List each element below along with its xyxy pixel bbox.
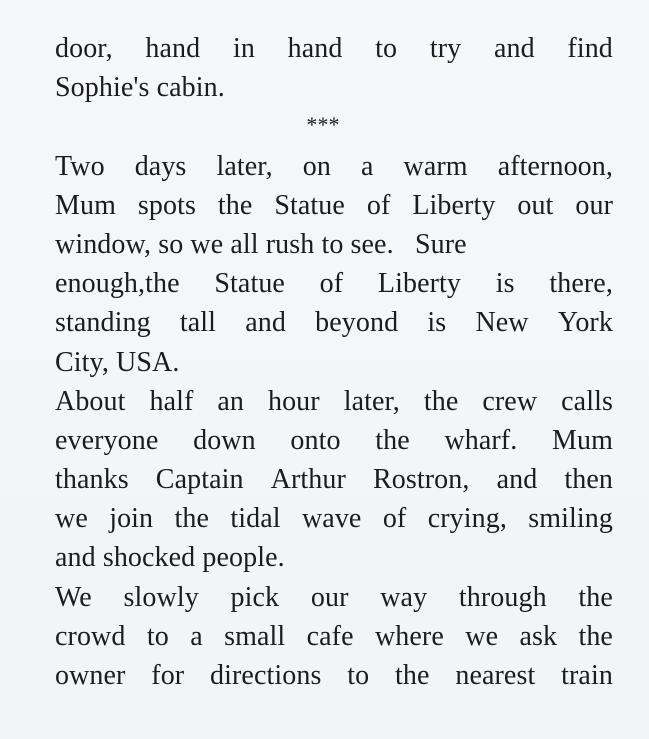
word: to	[375, 33, 398, 64]
word: the	[578, 620, 613, 652]
word: Mum	[55, 189, 116, 221]
word: Statue	[214, 268, 285, 300]
word: onto	[290, 424, 341, 456]
word: ask	[519, 620, 558, 652]
word: York	[557, 307, 613, 339]
word: wharf.	[444, 424, 518, 456]
word: owner	[55, 660, 126, 691]
word: of	[319, 268, 344, 300]
word: wave	[301, 503, 362, 535]
text-line: City, USA.	[55, 346, 180, 378]
word: the	[395, 660, 430, 691]
word: through	[458, 581, 547, 613]
word: way	[380, 581, 428, 613]
word: the	[423, 385, 459, 417]
word: and	[245, 307, 286, 339]
word: Statue	[274, 189, 345, 221]
word: a	[360, 150, 374, 182]
word: slowly	[123, 581, 199, 613]
word: is	[427, 307, 447, 339]
word: hand	[145, 33, 201, 64]
word: join	[109, 503, 154, 535]
text-line	[55, 29, 613, 68]
word: we	[465, 620, 499, 652]
word: later,	[216, 150, 273, 182]
word: everyone	[55, 424, 159, 456]
word: on	[302, 150, 331, 182]
word: directions	[210, 660, 322, 691]
word: to	[146, 620, 169, 652]
text-line: window, so we all rush to see. Sure	[55, 228, 467, 260]
word: smiling	[528, 503, 613, 535]
word: in	[232, 33, 255, 64]
word: and	[496, 464, 538, 496]
word: Liberty	[377, 268, 462, 300]
text-line	[55, 656, 613, 695]
word: try	[429, 33, 462, 64]
word: tall	[179, 307, 217, 339]
text-line	[55, 186, 613, 225]
word: of	[382, 503, 407, 535]
word: and	[493, 33, 535, 64]
word: then	[564, 464, 613, 496]
word: crew	[482, 385, 538, 417]
text-line	[55, 499, 613, 538]
text-line	[55, 147, 613, 186]
separator-text: ***	[306, 112, 340, 138]
word: of	[366, 189, 391, 221]
word: the	[174, 503, 210, 535]
word: the	[375, 424, 410, 456]
word: a	[190, 620, 203, 652]
word: pick	[230, 581, 280, 613]
word: enough,the	[55, 268, 180, 300]
word: Captain	[155, 464, 244, 496]
text-line	[55, 382, 613, 421]
word: spots	[137, 189, 196, 221]
word: for	[151, 660, 185, 691]
word: nearest	[455, 660, 536, 691]
word: hand	[287, 33, 343, 64]
word: later,	[343, 385, 400, 417]
word: days	[134, 150, 187, 182]
word: New	[475, 307, 529, 339]
word: Two	[55, 150, 105, 182]
word: tidal	[230, 503, 281, 535]
word: find	[567, 33, 613, 64]
text-line: Sophie's cabin.	[55, 72, 225, 104]
text-line	[55, 617, 613, 656]
word: cafe	[306, 620, 354, 652]
word: crying,	[427, 503, 507, 535]
word: Mum	[552, 424, 613, 456]
word: beyond	[315, 307, 399, 339]
text-line	[55, 460, 613, 499]
word: the	[217, 189, 253, 221]
word: We	[55, 581, 92, 613]
word: afternoon,	[497, 150, 613, 182]
word: door,	[55, 33, 113, 64]
word: train	[561, 660, 613, 691]
word: out	[517, 189, 554, 221]
word: our	[310, 581, 349, 613]
word: small	[224, 620, 286, 652]
word: Arthur	[270, 464, 346, 496]
word: About	[55, 385, 126, 417]
word: standing	[55, 307, 151, 339]
text-line	[55, 264, 613, 303]
word: there,	[549, 268, 613, 300]
word: we	[55, 503, 88, 535]
word: Rostron,	[373, 464, 470, 496]
text-line	[55, 303, 613, 342]
word: an	[217, 385, 245, 417]
word: our	[575, 189, 613, 221]
text-line	[55, 578, 613, 617]
word: Liberty	[412, 189, 496, 221]
word: down	[193, 424, 256, 456]
text-line	[55, 421, 613, 460]
word: hour	[267, 385, 320, 417]
word: calls	[561, 385, 613, 417]
section-separator	[55, 107, 613, 146]
word: half	[149, 385, 194, 417]
word: the	[578, 581, 613, 613]
word: to	[347, 660, 370, 691]
word: where	[374, 620, 444, 652]
word: thanks	[55, 464, 129, 496]
page-text	[55, 29, 613, 695]
word: warm	[403, 150, 468, 182]
word: crowd	[55, 620, 126, 652]
word: is	[495, 268, 515, 300]
text-line: and shocked people.	[55, 542, 285, 574]
